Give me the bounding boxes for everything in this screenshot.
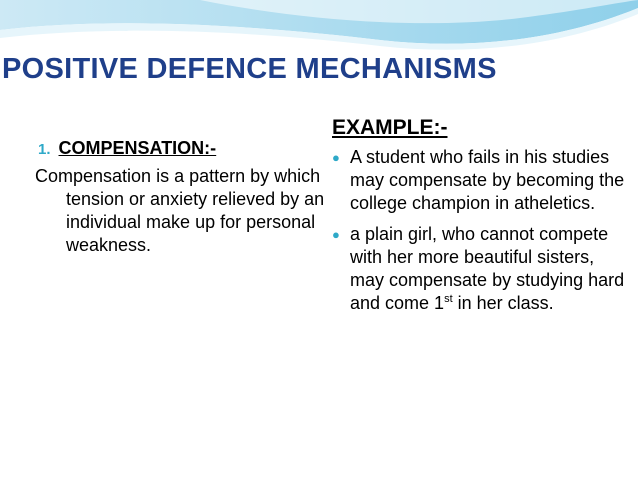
circle-bullet-icon: ●: [332, 227, 340, 242]
bullet-text: A student who fails in his studies may compensate by becoming the college champion in atheletics.: [350, 147, 625, 213]
bullet-text-end: in her class.: [452, 293, 554, 313]
compensation-heading-text: COMPENSATION:-: [58, 138, 217, 158]
slide-title: POSITIVE DEFENCE MECHANISMS: [2, 53, 497, 85]
ordinal-superscript: st: [444, 293, 453, 305]
example-heading: EXAMPLE:-: [332, 116, 448, 139]
bullet-text-start: a plain girl, who cannot compete with her more beautiful sisters, may compensate by studying hard and come 1: [350, 224, 625, 313]
right-column: [332, 116, 632, 323]
compensation-heading: [38, 138, 308, 159]
header-wave-decoration: [0, 0, 638, 52]
list-item: [332, 223, 632, 315]
list-item: [332, 146, 632, 215]
circle-bullet-icon: ●: [332, 150, 340, 165]
left-column: [35, 138, 325, 257]
list-number: 1.: [38, 141, 51, 158]
compensation-definition: Compensation is a pattern by which tension or anxiety relieved by an individual make up for personal weakness.: [35, 166, 325, 255]
